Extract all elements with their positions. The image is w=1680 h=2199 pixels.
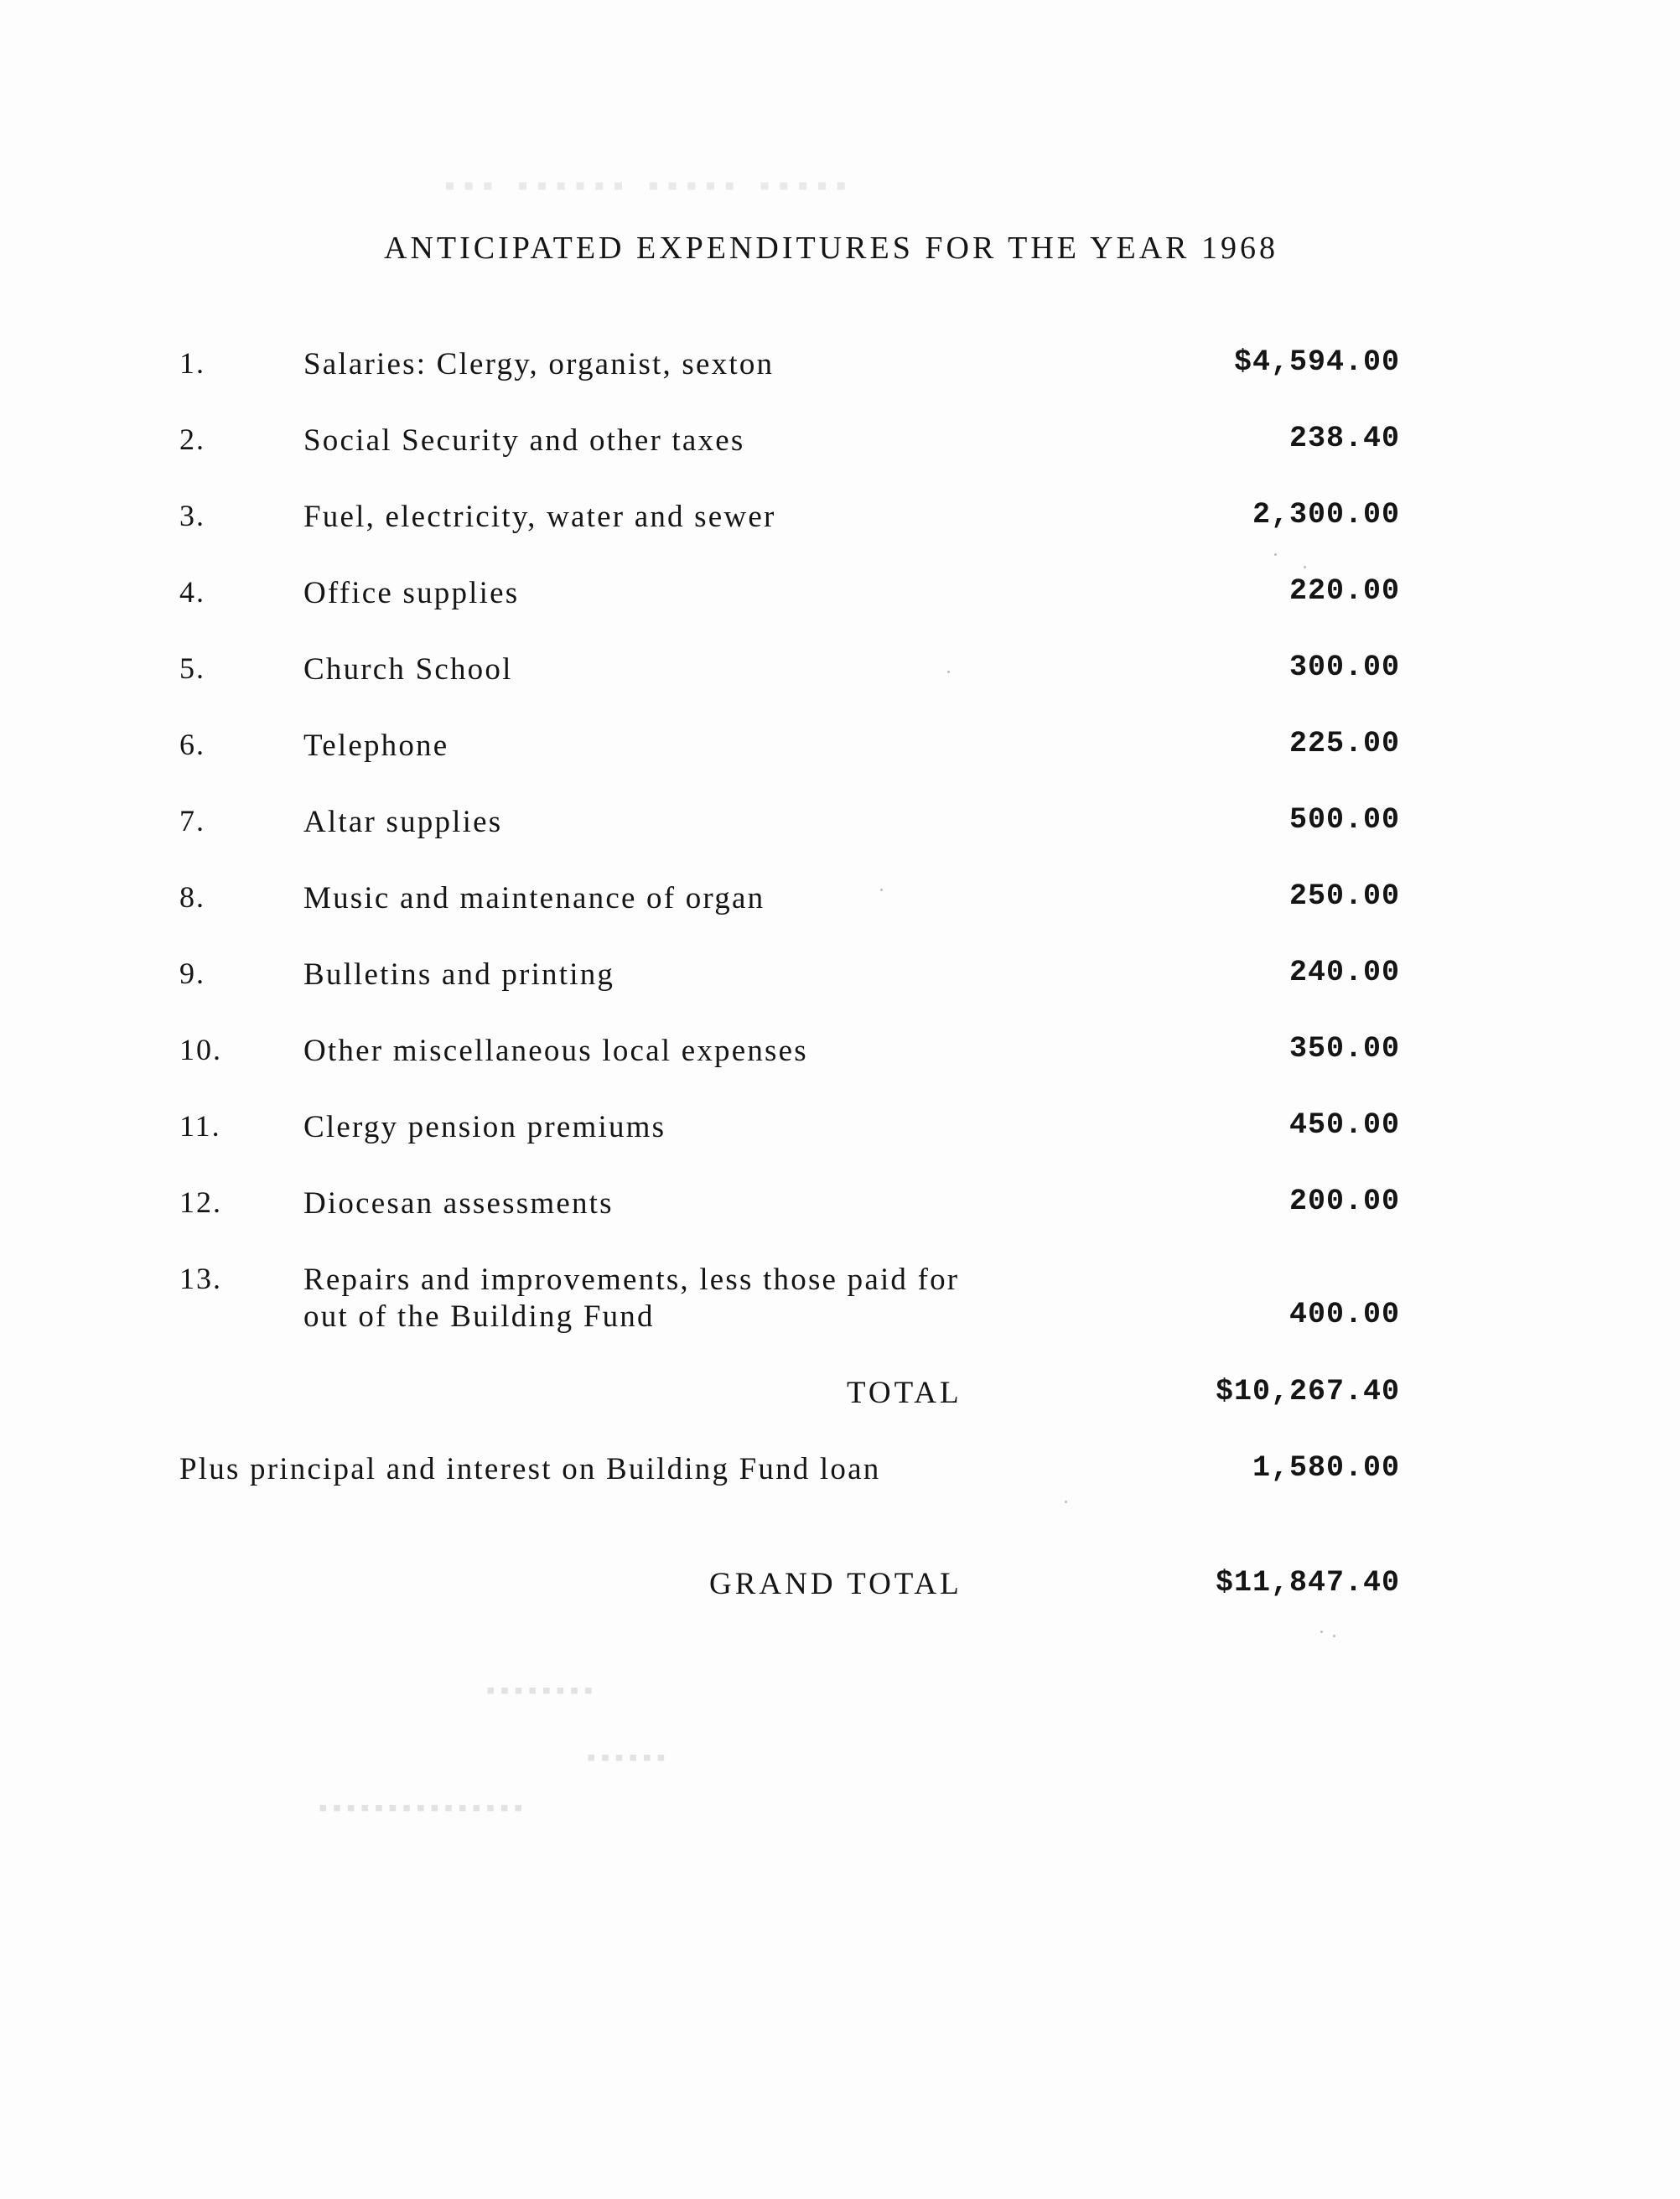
item-number: 2. [179, 423, 205, 456]
scan-speck [1320, 1631, 1323, 1633]
scan-speck [1065, 1501, 1067, 1503]
scan-speck [880, 889, 883, 891]
item-description-line-1: Repairs and improvements, less those paid for [303, 1263, 960, 1297]
item-description: Altar supplies [303, 805, 503, 839]
item-amount: 450.00 [1289, 1108, 1400, 1142]
item-number: 3. [179, 499, 205, 532]
item-number: 5. [179, 651, 205, 685]
bleed-through-signature: ▪▪▪▪▪▪▪▪▪▪▪▪▪▪▪ [319, 1794, 528, 1822]
scan-speck [1274, 553, 1277, 556]
expense-row [0, 727, 1680, 777]
item-amount: $4,594.00 [1233, 345, 1400, 379]
item-amount: 240.00 [1289, 956, 1400, 989]
expense-row [0, 1032, 1680, 1082]
item-amount: 2,300.00 [1252, 498, 1400, 532]
grand-total-row [0, 1566, 1680, 1616]
expense-row [0, 879, 1680, 930]
item-number: 10. [179, 1033, 222, 1066]
total-label: TOTAL [847, 1376, 962, 1410]
item-amount: 500.00 [1289, 803, 1400, 837]
item-amount: 350.00 [1289, 1032, 1400, 1066]
item-number: 8. [179, 880, 205, 914]
item-number: 6. [179, 728, 205, 761]
item-number: 9. [179, 957, 205, 990]
total-row [0, 1375, 1680, 1425]
item-description: Other miscellaneous local expenses [303, 1034, 808, 1068]
building-fund-loan-row [0, 1451, 1680, 1501]
bleed-through-signature: ▪▪▪▪▪▪ [587, 1744, 671, 1771]
bleed-through-signature: ▪▪▪▪▪▪▪▪ [486, 1677, 599, 1704]
item-number: 13. [179, 1262, 222, 1295]
expense-row [0, 422, 1680, 472]
expense-row [0, 1108, 1680, 1159]
item-description: Telephone [303, 729, 449, 763]
item-description: Office supplies [303, 576, 520, 610]
item-number: 12. [179, 1185, 222, 1219]
expense-row [0, 803, 1680, 853]
item-description: Social Security and other taxes [303, 423, 745, 458]
item-amount: 250.00 [1289, 879, 1400, 913]
item-description: Music and maintenance of organ [303, 881, 765, 915]
scan-speck [1304, 566, 1306, 568]
item-description: Church School [303, 652, 513, 687]
item-number: 7. [179, 804, 205, 838]
item-amount: 400.00 [1289, 1298, 1400, 1331]
item-description: Fuel, electricity, water and sewer [303, 500, 776, 534]
expense-row [0, 1261, 1680, 1353]
item-amount: 225.00 [1289, 727, 1400, 760]
item-amount: 200.00 [1289, 1185, 1400, 1218]
grand-total-label: GRAND TOTAL [709, 1567, 962, 1601]
item-number: 4. [179, 575, 205, 609]
item-amount: 220.00 [1289, 574, 1400, 608]
expense-row [0, 345, 1680, 396]
scan-speck [1333, 1635, 1335, 1637]
bleed-through-text: ▪▪▪ ▪▪▪▪▪▪ ▪▪▪▪▪ ▪▪▪▪▪ [444, 169, 855, 202]
expense-row [0, 498, 1680, 548]
expense-row [0, 574, 1680, 625]
item-amount: 300.00 [1289, 651, 1400, 684]
item-description: Salaries: Clergy, organist, sexton [303, 347, 775, 381]
item-description: Clergy pension premiums [303, 1110, 666, 1144]
item-description-line-2: out of the Building Fund [303, 1299, 655, 1334]
total-amount: $10,267.40 [1215, 1375, 1400, 1408]
item-description: Diocesan assessments [303, 1186, 614, 1221]
document-title: ANTICIPATED EXPENDITURES FOR THE YEAR 1968 [384, 231, 1279, 266]
item-amount: 238.40 [1289, 422, 1400, 455]
building-fund-loan-amount: 1,580.00 [1252, 1451, 1400, 1485]
grand-total-amount: $11,847.40 [1215, 1566, 1400, 1600]
item-number: 11. [179, 1109, 221, 1143]
expense-row [0, 651, 1680, 701]
scan-speck [947, 671, 950, 673]
expense-row [0, 956, 1680, 1006]
expense-row [0, 1185, 1680, 1235]
item-description: Bulletins and printing [303, 957, 615, 992]
building-fund-loan-label: Plus principal and interest on Building Fund loan [179, 1452, 881, 1486]
item-number: 1. [179, 346, 205, 380]
